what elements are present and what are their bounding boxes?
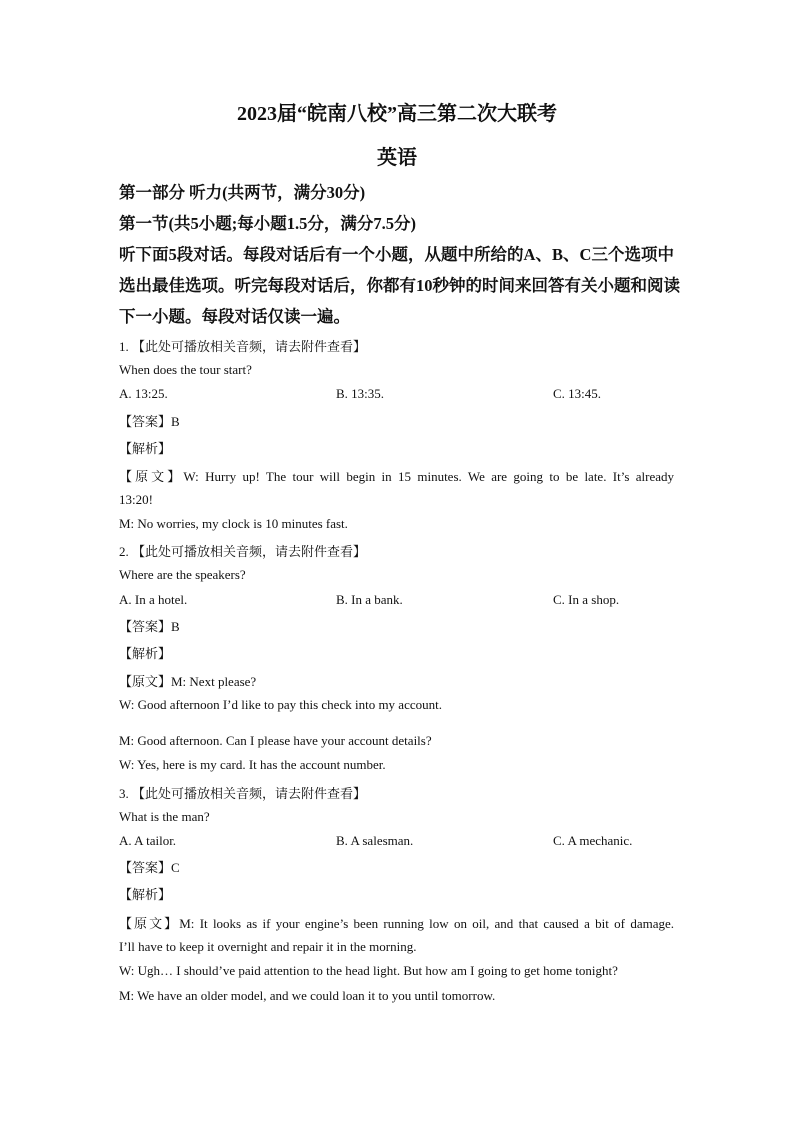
question-3-transcript-line: W: Ugh… I should’ve paid attention to the head light. But how am I going to get home tonight? — [119, 963, 618, 978]
question-2-answer: 【答案】B — [119, 619, 180, 634]
question-2-transcript-line: 【原文】M: Next please? — [119, 674, 257, 689]
question-1-transcript-line: 【原文】W: Hurry up! The tour will begin in 15 minutes. We are going to be late. It’s already — [119, 469, 674, 484]
question-3-text: What is the man? — [119, 809, 210, 824]
instruction-line: 选出最佳选项。听完每段对话后，你都有10秒钟的时间来回答有关小题和阅读 — [119, 276, 680, 295]
question-2-option-c: C. In a shop. — [553, 592, 620, 607]
question-1-transcript-line: M: No worries, my clock is 10 minutes fast. — [119, 516, 348, 531]
question-3-option-a: A. A tailor. — [119, 833, 177, 848]
question-2-analysis: 【解析】 — [119, 646, 172, 661]
exam-title: 2023届“皖南八校”高三第二次大联考 — [237, 103, 557, 125]
question-1-option-c: C. 13:45. — [553, 386, 602, 401]
question-1-analysis: 【解析】 — [119, 441, 172, 456]
question-3-analysis: 【解析】 — [119, 887, 172, 902]
section-heading: 第一节(共5小题;每小题1.5分，满分7.5分) — [119, 214, 416, 233]
question-1-option-a: A. 13:25. — [119, 386, 168, 401]
subject-title: 英语 — [377, 147, 417, 169]
question-2-transcript-line: W: Good afternoon I’d like to pay this check into my account. — [119, 697, 442, 712]
question-1-option-b: B. 13:35. — [336, 386, 385, 401]
question-2-transcript-line: W: Yes, here is my card. It has the account number. — [119, 757, 386, 772]
question-2-option-a: A. In a hotel. — [119, 592, 188, 607]
instruction-line: 下一小题。每段对话仅读一遍。 — [119, 307, 350, 326]
part-heading: 第一部分 听力(共两节，满分30分) — [119, 183, 366, 202]
question-3-transcript-line: 【原文】M: It looks as if your engine’s been running low on oil, and that caused a bit of damage. — [119, 916, 674, 931]
question-1-answer: 【答案】B — [119, 414, 180, 429]
question-2-stem: 2. 【此处可播放相关音频，请去附件查看】 — [119, 544, 367, 559]
question-2-option-b: B. In a bank. — [336, 592, 403, 607]
instruction-line: 听下面5段对话。每段对话后有一个小题，从题中所给的A、B、C三个选项中 — [119, 245, 674, 264]
question-3-option-b: B. A salesman. — [336, 833, 414, 848]
question-1-transcript-line: 13:20! — [119, 492, 153, 507]
question-3-option-c: C. A mechanic. — [553, 833, 633, 848]
question-1-stem: 1. 【此处可播放相关音频，请去附件查看】 — [119, 339, 367, 354]
question-1-text: When does the tour start? — [119, 362, 252, 377]
question-2-text: Where are the speakers? — [119, 567, 246, 582]
question-3-transcript-line: I’ll have to keep it overnight and repair it in the morning. — [119, 939, 417, 954]
question-3-answer: 【答案】C — [119, 860, 180, 875]
question-2-transcript-line: M: Good afternoon. Can I please have your account details? — [119, 733, 432, 748]
question-3-transcript-line: M: We have an older model, and we could loan it to you until tomorrow. — [119, 988, 496, 1003]
question-3-stem: 3. 【此处可播放相关音频，请去附件查看】 — [119, 786, 367, 801]
